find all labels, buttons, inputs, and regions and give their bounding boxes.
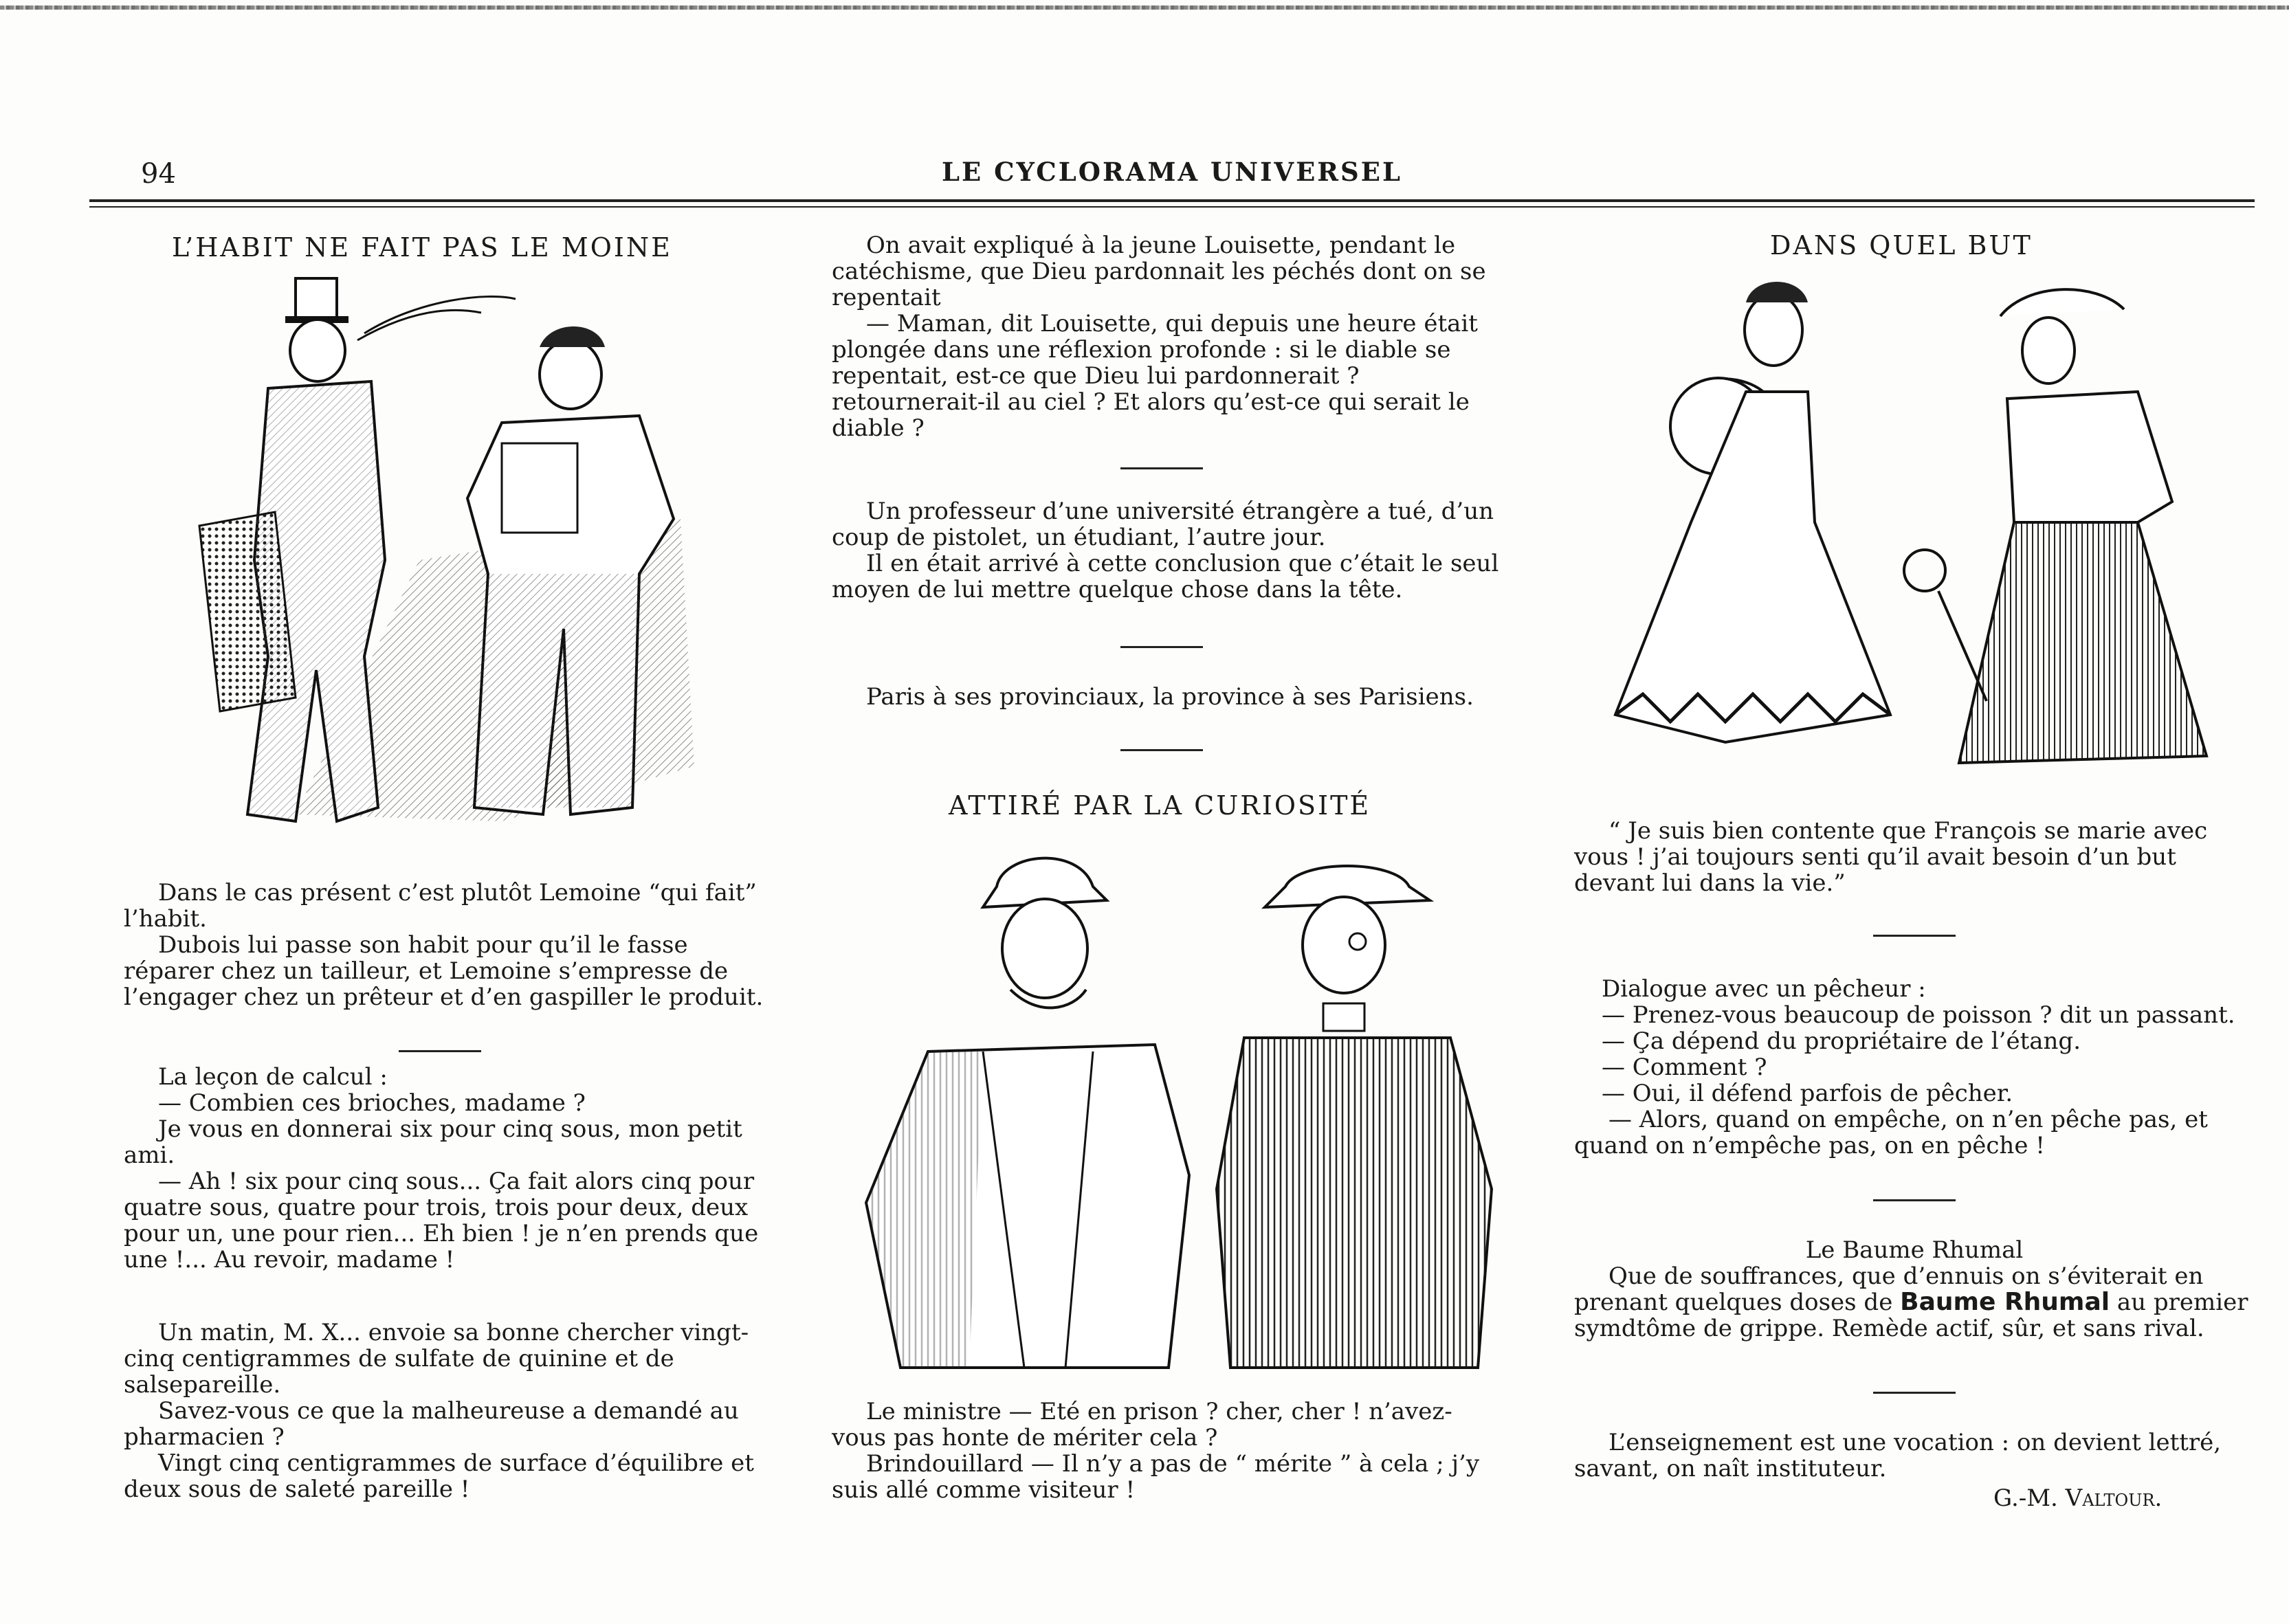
matin-line: Un matin, M. X... envoie sa bonne chercher vingt-cinq centigrammes de sulfate de quinine et de salsepareille. xyxy=(124,1319,749,1399)
dialogue-line: — Ça dépend du propriétaire de l’étang. xyxy=(1602,1027,2081,1055)
louisette-story xyxy=(832,232,1502,441)
dialogue-line: — Alors, quand on empêche, on n’en pêche pas, et quand on n’empêche pas, on en pêche ! xyxy=(1574,1106,2208,1159)
right-heading: DANS QUEL BUT xyxy=(1770,230,2033,260)
illustration-minister-and-man xyxy=(845,845,1499,1381)
lecon-line: — Ah ! six pour cinq sous... Ça fait alors cinq pour quatre sous, quatre pour trois, trois pour deux, deux pour un, une pour rien... Eh bien ! je n’en prends que une !... Au revoir, madame ! xyxy=(124,1168,759,1273)
middle-heading: ATTIRÉ PAR LA CURIOSITÉ xyxy=(949,790,1371,821)
matin-line: Vingt cinq centigrammes de surface d’équilibre et deux sous de saleté pareille ! xyxy=(124,1449,754,1503)
separator xyxy=(1873,935,1956,937)
baume-text-pre: Que de souffrances, que d’ennuis on s’éviterait en prenant quelques doses de xyxy=(1574,1263,2204,1316)
dialogue-line: — Comment ? xyxy=(1602,1054,1767,1081)
lecon-title: La leçon de calcul : xyxy=(158,1063,388,1091)
middle-caption xyxy=(832,1399,1502,1503)
professeur-story xyxy=(832,498,1502,603)
baume-rhumal-ad xyxy=(1574,1237,2255,1342)
caption-line: Brindouillard — Il n’y a pas de “ mérite ” à cela ; j’y suis allé comme visiteur ! xyxy=(832,1450,1480,1504)
prof-line: Il en était arrivé à cette conclusion que c’était le seul moyen de lui mettre quelque chose dans la tête. xyxy=(832,550,1499,603)
baume-text-post: au premier symdtôme de grippe. Remède actif, sûr, et sans rival. xyxy=(1574,1289,2248,1342)
louisette-line: On avait expliqué à la jeune Louisette, pendant le catéchisme, que Dieu pardonnait les péchés dont on se repentait xyxy=(832,232,1486,311)
illustration-two-men xyxy=(158,271,708,856)
baume-body xyxy=(1574,1263,2255,1342)
matin-line: Savez-vous ce que la malheureuse a demandé au pharmacien ? xyxy=(124,1397,739,1451)
signature: G.-M. Valtour. xyxy=(1993,1484,2163,1512)
louisette-line: — Maman, dit Louisette, qui depuis une heure était plongée dans une réflexion profonde : si le diable se repentait, est-ce que Dieu lui pardonnerait ? retournerait-il au ciel ? Et alors qu’est-ce qui serait le diable ? xyxy=(832,310,1478,442)
enseignement-text: L’enseignement est une vocation : on devient lettré, savant, on naît instituteur. xyxy=(1574,1429,2222,1482)
dialogue-line: — Prenez-vous beaucoup de poisson ? dit un passant. xyxy=(1602,1001,2235,1029)
top-edge-rule xyxy=(0,5,2289,10)
separator xyxy=(1873,1392,1956,1394)
quote-text: “ Je suis bien contente que François se marie avec vous ! j’ai toujours senti qu’il avait besoin d’un but devant lui dans la vie.” xyxy=(1574,817,2208,897)
lecon-line: — Combien ces brioches, madame ? xyxy=(158,1089,586,1117)
left-heading: L’HABIT NE FAIT PAS LE MOINE xyxy=(172,232,672,263)
page-number: 94 xyxy=(141,158,176,190)
separator xyxy=(1873,1199,1956,1201)
dialogue-line: — Oui, il défend parfois de pêcher. xyxy=(1602,1080,2013,1107)
paris-line xyxy=(832,684,1502,710)
separator xyxy=(399,1050,481,1052)
caption-paragraph: Dans le cas présent c’est plutôt Lemoine “qui fait” l’habit. xyxy=(124,879,757,933)
caption-line: Le ministre — Eté en prison ? cher, cher ! n’avez-vous pas honte de mériter cela ? xyxy=(832,1398,1452,1451)
paris-text: Paris à ses provinciaux, la province à ses Parisiens. xyxy=(866,683,1474,711)
lecon-line: Je vous en donnerai six pour cinq sous, mon petit ami. xyxy=(124,1115,742,1169)
baume-title: Le Baume Rhumal xyxy=(1805,1236,2024,1264)
baume-brand-name: Baume Rhumal xyxy=(1900,1288,2110,1316)
enseignement xyxy=(1574,1430,2255,1482)
quote-block xyxy=(1574,818,2255,896)
lecon-de-calcul xyxy=(124,1064,777,1273)
dialogue-pecheur xyxy=(1574,976,2255,1159)
separator xyxy=(1120,467,1203,469)
separator xyxy=(1120,646,1203,648)
left-caption xyxy=(124,880,777,1010)
illustration-two-ladies xyxy=(1602,275,2220,797)
caption-paragraph: Dubois lui passe son habit pour qu’il le fasse réparer chez un tailleur, et Lemoine s’empresse de l’engager chez un prêteur et d’en gaspiller le produit. xyxy=(124,931,764,1011)
page-title: LE CYCLORAMA UNIVERSEL xyxy=(942,157,1402,187)
header-rule-thin xyxy=(89,206,2255,208)
un-matin xyxy=(124,1320,777,1502)
header-rule xyxy=(89,199,2255,202)
separator xyxy=(1120,749,1203,751)
prof-line: Un professeur d’une université étrangère a tué, d’un coup de pistolet, un étudiant, l’autre jour. xyxy=(832,498,1494,551)
dialogue-title: Dialogue avec un pêcheur : xyxy=(1602,975,1926,1003)
